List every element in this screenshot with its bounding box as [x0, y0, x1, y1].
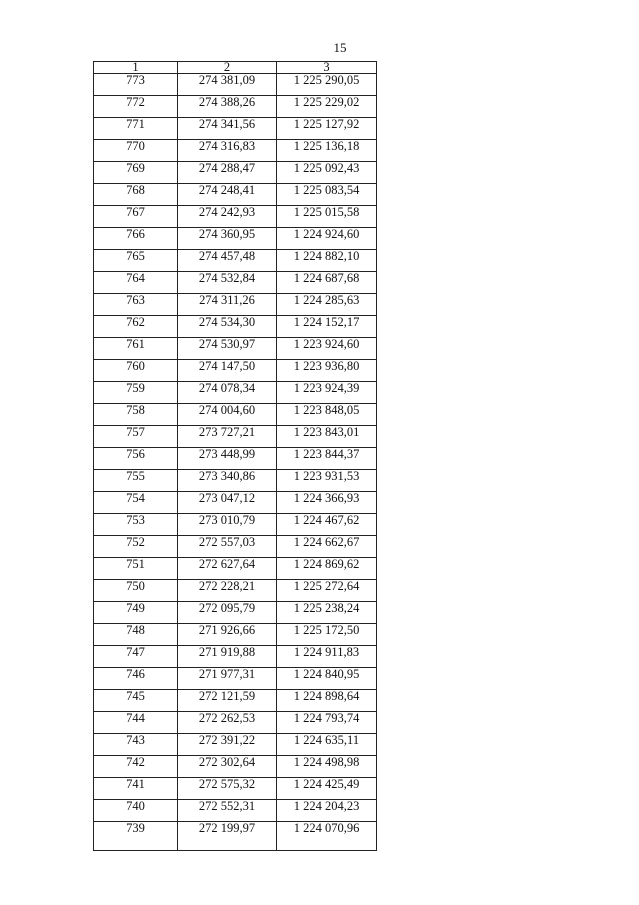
page-number: 15	[333, 40, 347, 55]
point-number-cell: 769	[94, 162, 178, 184]
y-coordinate-cell: 1 225 083,54	[277, 184, 377, 206]
point-number-cell: 770	[94, 140, 178, 162]
table-row	[94, 228, 377, 250]
point-number-cell: 746	[94, 668, 178, 690]
point-number-cell: 749	[94, 602, 178, 624]
x-coordinate-cell: 273 340,86	[178, 470, 277, 492]
point-number-cell: 760	[94, 360, 178, 382]
point-number-cell: 750	[94, 580, 178, 602]
x-coordinate-cell: 272 121,59	[178, 690, 277, 712]
y-coordinate-cell: 1 225 272,64	[277, 580, 377, 602]
x-coordinate-cell: 274 530,97	[178, 338, 277, 360]
point-number-cell: 759	[94, 382, 178, 404]
point-number-cell: 751	[94, 558, 178, 580]
y-coordinate-cell: 1 224 635,11	[277, 734, 377, 756]
y-coordinate-cell: 1 225 092,43	[277, 162, 377, 184]
point-number-cell: 747	[94, 646, 178, 668]
x-coordinate-cell: 273 727,21	[178, 426, 277, 448]
y-coordinate-cell: 1 224 911,83	[277, 646, 377, 668]
y-coordinate-cell: 1 224 285,63	[277, 294, 377, 316]
point-number-cell: 773	[94, 74, 178, 96]
table-row	[94, 514, 377, 536]
table-row	[94, 690, 377, 712]
y-coordinate-cell: 1 224 793,74	[277, 712, 377, 734]
y-coordinate-cell: 1 223 848,05	[277, 404, 377, 426]
table-row	[94, 250, 377, 272]
table-row	[94, 426, 377, 448]
table-row	[94, 580, 377, 602]
x-coordinate-cell: 272 391,22	[178, 734, 277, 756]
coordinates-table	[93, 61, 377, 851]
x-coordinate-cell: 272 557,03	[178, 536, 277, 558]
x-coordinate-cell: 271 977,31	[178, 668, 277, 690]
column-header-1: 1	[94, 62, 178, 74]
table-row	[94, 184, 377, 206]
table-row	[94, 536, 377, 558]
x-coordinate-cell: 272 575,32	[178, 778, 277, 800]
point-number-cell: 745	[94, 690, 178, 712]
y-coordinate-cell: 1 223 844,37	[277, 448, 377, 470]
point-number-cell: 764	[94, 272, 178, 294]
table-row	[94, 668, 377, 690]
point-number-cell: 766	[94, 228, 178, 250]
x-coordinate-cell: 274 248,41	[178, 184, 277, 206]
x-coordinate-cell: 273 047,12	[178, 492, 277, 514]
point-number-cell: 772	[94, 96, 178, 118]
x-coordinate-cell: 274 147,50	[178, 360, 277, 382]
y-coordinate-cell: 1 224 869,62	[277, 558, 377, 580]
point-number-cell: 743	[94, 734, 178, 756]
table-row	[94, 492, 377, 514]
table-row	[94, 602, 377, 624]
point-number-cell: 739	[94, 822, 178, 851]
y-coordinate-cell: 1 225 127,92	[277, 118, 377, 140]
x-coordinate-cell: 272 262,53	[178, 712, 277, 734]
x-coordinate-cell: 274 381,09	[178, 74, 277, 96]
point-number-cell: 758	[94, 404, 178, 426]
table-row	[94, 756, 377, 778]
x-coordinate-cell: 274 311,26	[178, 294, 277, 316]
table-row	[94, 470, 377, 492]
x-coordinate-cell: 274 388,26	[178, 96, 277, 118]
table-row	[94, 822, 377, 851]
y-coordinate-cell: 1 224 366,93	[277, 492, 377, 514]
x-coordinate-cell: 272 552,31	[178, 800, 277, 822]
y-coordinate-cell: 1 223 924,60	[277, 338, 377, 360]
x-coordinate-cell: 274 534,30	[178, 316, 277, 338]
table-row	[94, 316, 377, 338]
y-coordinate-cell: 1 224 898,64	[277, 690, 377, 712]
y-coordinate-cell: 1 223 931,53	[277, 470, 377, 492]
y-coordinate-cell: 1 224 924,60	[277, 228, 377, 250]
x-coordinate-cell: 274 288,47	[178, 162, 277, 184]
y-coordinate-cell: 1 224 204,23	[277, 800, 377, 822]
point-number-cell: 748	[94, 624, 178, 646]
x-coordinate-cell: 274 360,95	[178, 228, 277, 250]
y-coordinate-cell: 1 225 136,18	[277, 140, 377, 162]
table-header-row	[94, 62, 377, 74]
y-coordinate-cell: 1 224 070,96	[277, 822, 377, 851]
x-coordinate-cell: 272 627,64	[178, 558, 277, 580]
point-number-cell: 756	[94, 448, 178, 470]
table-row	[94, 624, 377, 646]
table-row	[94, 778, 377, 800]
point-number-cell: 768	[94, 184, 178, 206]
y-coordinate-cell: 1 225 229,02	[277, 96, 377, 118]
point-number-cell: 740	[94, 800, 178, 822]
point-number-cell: 741	[94, 778, 178, 800]
table-body	[94, 74, 377, 851]
x-coordinate-cell: 272 302,64	[178, 756, 277, 778]
table-row	[94, 74, 377, 96]
y-coordinate-cell: 1 225 015,58	[277, 206, 377, 228]
table-row	[94, 118, 377, 140]
point-number-cell: 752	[94, 536, 178, 558]
point-number-cell: 755	[94, 470, 178, 492]
point-number-cell: 757	[94, 426, 178, 448]
point-number-cell: 767	[94, 206, 178, 228]
x-coordinate-cell: 273 448,99	[178, 448, 277, 470]
y-coordinate-cell: 1 223 924,39	[277, 382, 377, 404]
point-number-cell: 744	[94, 712, 178, 734]
column-header-2: 2	[178, 62, 277, 74]
point-number-cell: 754	[94, 492, 178, 514]
point-number-cell: 742	[94, 756, 178, 778]
table-row	[94, 712, 377, 734]
table-row	[94, 338, 377, 360]
x-coordinate-cell: 271 926,66	[178, 624, 277, 646]
y-coordinate-cell: 1 225 290,05	[277, 74, 377, 96]
table-row	[94, 448, 377, 470]
x-coordinate-cell: 274 457,48	[178, 250, 277, 272]
table-row	[94, 734, 377, 756]
table-row	[94, 96, 377, 118]
x-coordinate-cell: 274 004,60	[178, 404, 277, 426]
y-coordinate-cell: 1 224 840,95	[277, 668, 377, 690]
table-row	[94, 272, 377, 294]
point-number-cell: 761	[94, 338, 178, 360]
y-coordinate-cell: 1 224 152,17	[277, 316, 377, 338]
table-row	[94, 646, 377, 668]
point-number-cell: 763	[94, 294, 178, 316]
column-header-3: 3	[277, 62, 377, 74]
x-coordinate-cell: 274 341,56	[178, 118, 277, 140]
table-row	[94, 140, 377, 162]
table-row	[94, 404, 377, 426]
x-coordinate-cell: 274 078,34	[178, 382, 277, 404]
x-coordinate-cell: 274 532,84	[178, 272, 277, 294]
x-coordinate-cell: 271 919,88	[178, 646, 277, 668]
y-coordinate-cell: 1 225 172,50	[277, 624, 377, 646]
y-coordinate-cell: 1 224 882,10	[277, 250, 377, 272]
point-number-cell: 753	[94, 514, 178, 536]
table-row	[94, 800, 377, 822]
table-row	[94, 162, 377, 184]
y-coordinate-cell: 1 225 238,24	[277, 602, 377, 624]
point-number-cell: 762	[94, 316, 178, 338]
x-coordinate-cell: 274 316,83	[178, 140, 277, 162]
y-coordinate-cell: 1 223 936,80	[277, 360, 377, 382]
point-number-cell: 765	[94, 250, 178, 272]
y-coordinate-cell: 1 223 843,01	[277, 426, 377, 448]
y-coordinate-cell: 1 224 498,98	[277, 756, 377, 778]
x-coordinate-cell: 272 228,21	[178, 580, 277, 602]
x-coordinate-cell: 272 199,97	[178, 822, 277, 851]
x-coordinate-cell: 273 010,79	[178, 514, 277, 536]
table-row	[94, 206, 377, 228]
table-row	[94, 382, 377, 404]
y-coordinate-cell: 1 224 467,62	[277, 514, 377, 536]
table-row	[94, 360, 377, 382]
y-coordinate-cell: 1 224 687,68	[277, 272, 377, 294]
table-row	[94, 558, 377, 580]
y-coordinate-cell: 1 224 425,49	[277, 778, 377, 800]
table-row	[94, 294, 377, 316]
point-number-cell: 771	[94, 118, 178, 140]
x-coordinate-cell: 272 095,79	[178, 602, 277, 624]
y-coordinate-cell: 1 224 662,67	[277, 536, 377, 558]
x-coordinate-cell: 274 242,93	[178, 206, 277, 228]
